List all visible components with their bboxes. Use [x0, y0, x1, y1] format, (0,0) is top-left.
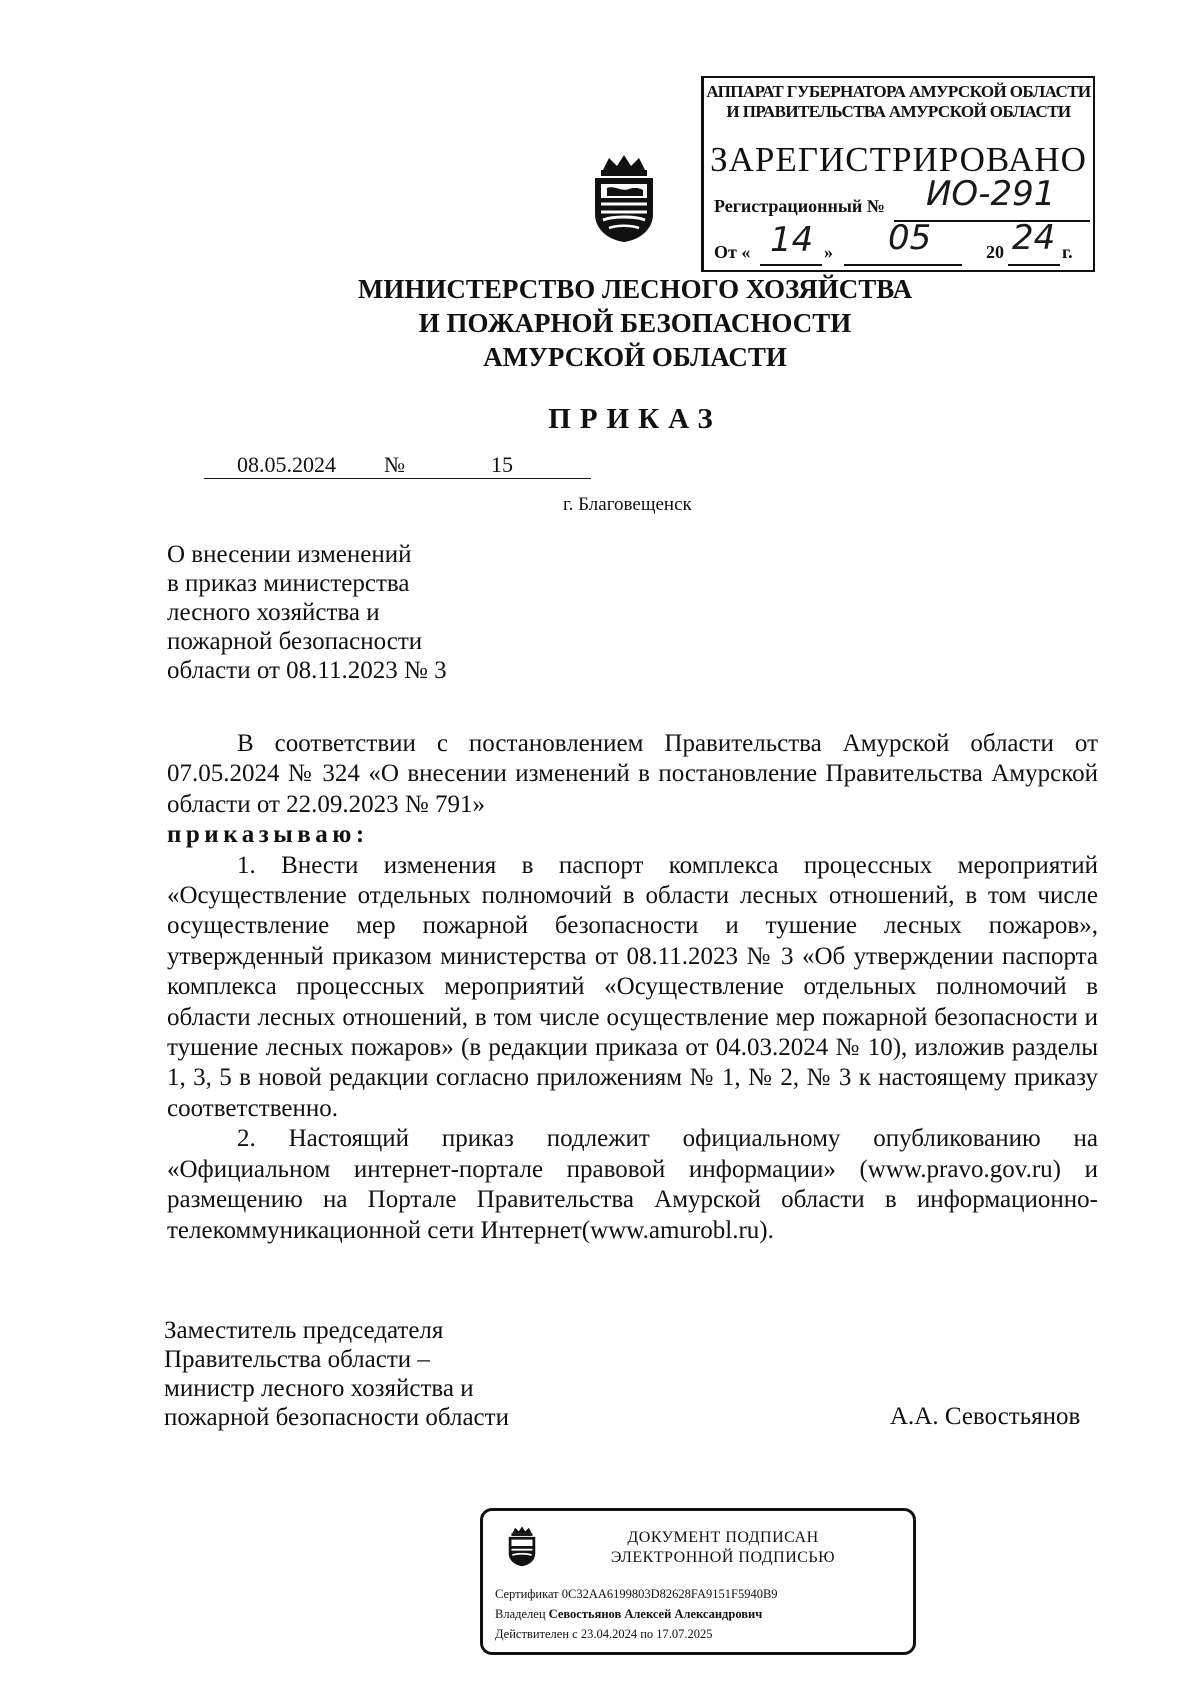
electronic-signature-stamp: [480, 1508, 916, 1655]
ministry-name: [0, 272, 1200, 374]
esign-owner-label: Владелец: [495, 1607, 546, 1621]
esign-head-line2: ЭЛЕКТРОННОЙ ПОДПИСЬЮ: [610, 1549, 836, 1566]
stamp-org-line1: АППАРАТ ГУБЕРНАТОРА АМУРСКОЙ ОБЛАСТИ: [706, 82, 1091, 101]
signatory-name: А.А. Севостьянов: [890, 1403, 1081, 1430]
stamp-reg-label: Регистрационный №: [714, 196, 885, 216]
body-item-1: 1. Внести изменения в паспорт комплекса процессных мероприятий «Осуществление отдельных полномочий в области лесных отношений, в том числе осуществление мер пожарной безопасности и тушение лесных пожаров», утвержденный приказом министерства от 08.11.2023 № 3 «Об утверждении паспорта комплекса процессных мероприятий «Осуществление отдельных полномочий в области лесных отношений, в том числе осуществление мер пожарной безопасности и тушение лесных пожаров» (в редакции приказа от 04.03.2024 № 10), изложив разделы 1, 3, 5 в новой редакции согласно приложениям № 1, № 2, № 3 к настоящему приказу соответственно.: [167, 851, 1098, 1122]
stamp-year-mark: г.: [1062, 242, 1073, 262]
subject-line: области от 08.11.2023 № 3: [167, 657, 447, 684]
ministry-line1: МИНИСТЕРСТВО ЛЕСНОГО ХОЗЯЙСТВА: [357, 274, 913, 304]
date-number-underline: [204, 478, 591, 479]
position-line: министр лесного хозяйства и: [164, 1375, 474, 1402]
stamp-year-underline: [1008, 264, 1060, 266]
esign-owner: [495, 1607, 762, 1622]
position-line: пожарной безопасности области: [164, 1404, 509, 1431]
document-type-title: ПРИКАЗ: [548, 403, 722, 435]
stamp-day-underline: [760, 264, 822, 266]
esign-head-line1: ДОКУМЕНТ ПОДПИСАН: [627, 1529, 819, 1546]
ministry-line2: И ПОЖАРНОЙ БЕЗОПАСНОСТИ: [418, 308, 852, 338]
stamp-title: ЗАРЕГИСТРИРОВАНО: [710, 140, 1087, 179]
registration-stamp: [701, 76, 1095, 272]
signatory-position: [164, 1316, 509, 1432]
stamp-month-underline: [844, 264, 962, 266]
stamp-reg-number: ИО-291: [926, 174, 1056, 214]
amur-region-coat-of-arms-icon: [589, 152, 659, 244]
body-item-2: 2. Настоящий приказ подлежит официальному опубликованию на «Официальном интернет-портале правовой информации» (www.pravo.gov.ru) и размещению на Портале Правительства Амурской области в информационно-телекоммуникационной сети Интернет(www.amurobl.ru).: [167, 1125, 1098, 1244]
order-number-label: №: [384, 452, 405, 477]
esign-validity: [495, 1627, 713, 1642]
stamp-day: 14: [770, 220, 814, 260]
body-preamble: В соответствии с постановлением Правительства Амурской области от 07.05.2024 № 324 «О внесении изменений в постановление Правительства Амурской области от 22.09.2023 № 791»: [167, 730, 1098, 818]
position-line: Правительства области –: [164, 1346, 430, 1373]
body-prikazyvayu: приказываю:: [167, 821, 369, 849]
subject-line: лесного хозяйства и: [167, 599, 380, 626]
esign-coat-of-arms-icon: [506, 1524, 538, 1568]
esign-cert-value: 0C32AA6199803D82628FA9151F5940B9: [561, 1587, 778, 1601]
esign-owner-value: Севостьянов Алексей Александрович: [548, 1607, 763, 1621]
subject-line: пожарной безопасности: [167, 628, 423, 655]
stamp-from-label: От «: [714, 242, 751, 262]
stamp-month: 05: [888, 218, 932, 258]
order-date: 08.05.2024: [237, 452, 336, 477]
esign-valid-label: Действителен: [495, 1627, 570, 1641]
stamp-quote-close: »: [824, 242, 833, 262]
stamp-year-suffix: 24: [1012, 218, 1056, 258]
order-city: г. Благовещенск: [563, 494, 692, 515]
subject-line: О внесении изменений: [167, 541, 412, 568]
subject-line: в приказ министерства: [167, 570, 410, 597]
order-number: 15: [491, 452, 513, 477]
stamp-year-prefix: 20: [986, 242, 1004, 262]
stamp-org-line2: И ПРАВИТЕЛЬСТВА АМУРСКОЙ ОБЛАСТИ: [726, 102, 1071, 121]
position-line: Заместитель председателя: [164, 1317, 444, 1344]
order-subject: [167, 540, 447, 685]
esign-cert-label: Сертификат: [495, 1587, 559, 1601]
ministry-line3: АМУРСКОЙ ОБЛАСТИ: [483, 342, 787, 372]
esign-valid-value: с 23.04.2024 по 17.07.2025: [572, 1627, 713, 1641]
order-body: [167, 729, 1098, 1246]
esign-certificate: [495, 1587, 778, 1602]
